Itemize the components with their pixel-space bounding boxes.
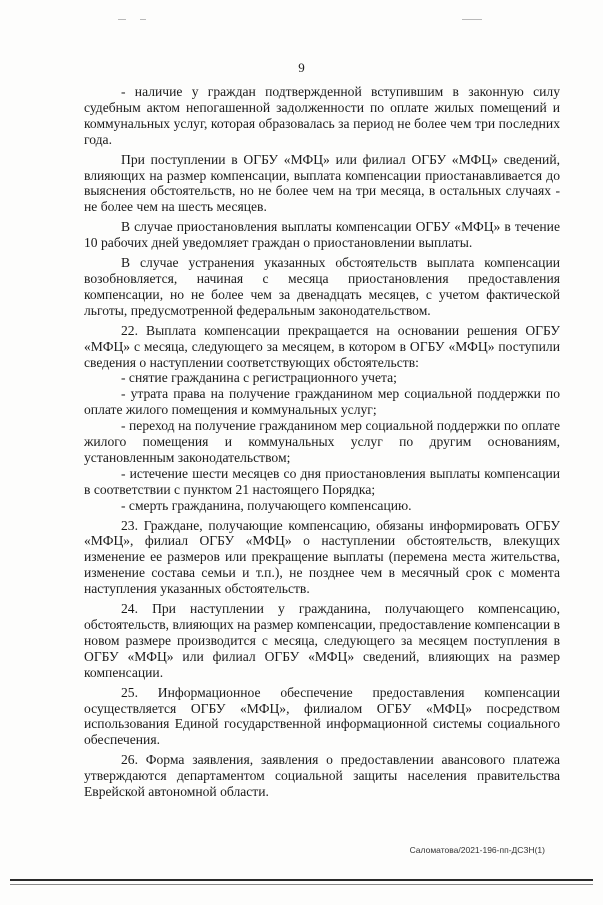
paragraph: 23. Граждане, получающие компенсацию, обязаны информировать ОГБУ «МФЦ», филиал ОГБУ «МФЦ» о наступлении обстоятельств, влекущих изменение ее размеров или прекращение выплаты (перемена места жительства, изменение состава семьи и т.п.), не позднее чем в месячный срок с момента наступления указанных обстоятельств. [84, 517, 560, 597]
paragraph: В случае приостановления выплаты компенсации ОГБУ «МФЦ» в течение 10 рабочих дней уведомляет граждан о приостановлении выплаты. [84, 219, 560, 251]
bottom-border-line-thin [10, 884, 593, 885]
page-number: 9 [298, 60, 305, 75]
paragraph: - наличие у граждан подтвержденной вступившим в законную силу судебным актом непогашенной задолженности по оплате жилых помещений и коммунальных услуг, которая образовалась за период не более чем три последних года. [84, 84, 560, 147]
list-item: - переход на получение гражданином мер социальной поддержки по оплате жилого помещения и коммунальных услуг по другим основаниям, установленным законодательством; [84, 418, 560, 465]
paragraph: При поступлении в ОГБУ «МФЦ» или филиал ОГБУ «МФЦ» сведений, влияющих на размер компенсации, выплата компенсации приостанавливается до выяснения обстоятельств, но не более чем на три месяца, в остальных случаях - не более чем на шесть месяцев. [84, 151, 560, 215]
document-body [84, 84, 560, 800]
list-item: - снятие гражданина с регистрационного учета; [121, 370, 397, 386]
scan-artifact [118, 19, 126, 20]
list-item: - смерть гражданина, получающего компенсацию. [121, 497, 412, 513]
paragraph: 22. Выплата компенсации прекращается на основании решения ОГБУ «МФЦ» с месяца, следующего за месяцем, в котором в ОГБУ «МФЦ» поступили сведения о наступлении соответствующих обстоятельств: [84, 322, 560, 370]
paragraph: 26. Форма заявления, заявления о предоставлении авансового платежа утверждаются департаментом социальной защиты населения правительства Еврейской автономной области. [84, 752, 560, 800]
document-reference-code: Саломатова/2021-196-пп-ДСЗН(1) [409, 845, 545, 855]
paragraph: 24. При наступлении у гражданина, получающего компенсацию, обстоятельств, влияющих на размер компенсации, предоставление компенсации в новом размере производится с месяца, следующего за месяцем поступления в ОГБУ «МФЦ» или филиал ОГБУ «МФЦ» сведений, влияющих на размер компенсации. [84, 601, 560, 680]
list-item: - истечение шести месяцев со дня приостановления выплаты компенсации в соответствии с пунктом 21 настоящего Порядка; [84, 465, 560, 497]
paragraph: В случае устранения указанных обстоятельств выплата компенсации возобновляется, начиная с месяца приостановления предоставления компенсации, но не более чем за двенадцать месяцев, с учетом фактической льготы, предусмотренной федеральным законодательством. [84, 255, 560, 318]
bottom-border-line [10, 879, 593, 881]
scan-artifact [140, 19, 146, 20]
scan-artifact [462, 19, 482, 20]
list-item: - утрата права на получение гражданином мер социальной поддержки по оплате жилого помещения и коммунальных услуг; [84, 386, 560, 418]
paragraph: 25. Информационное обеспечение предоставления компенсации осуществляется ОГБУ «МФЦ», филиалом ОГБУ «МФЦ» посредством использования Единой государственной информационной системы социального обеспечения. [84, 684, 560, 748]
